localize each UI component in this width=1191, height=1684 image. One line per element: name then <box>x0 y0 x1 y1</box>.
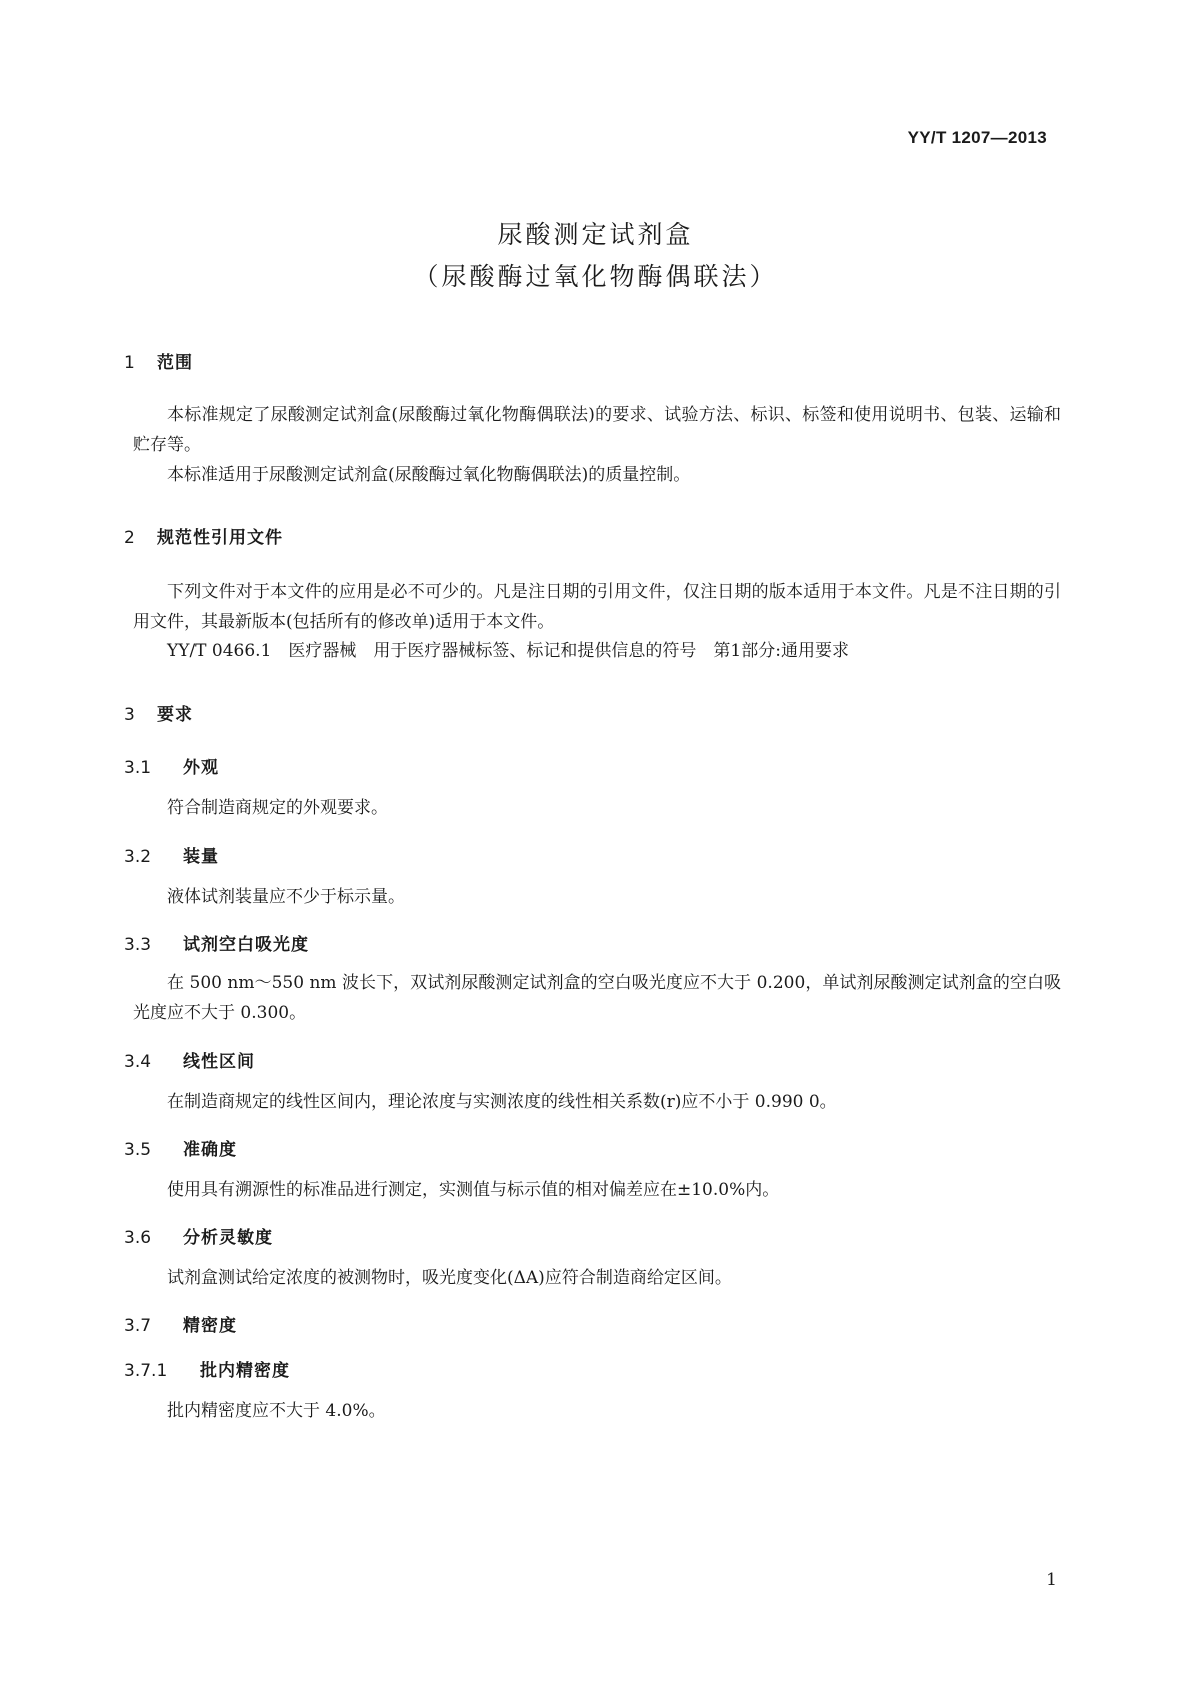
section-title: 线性区间 <box>183 1052 255 1072</box>
section-number: 3.7.1 <box>124 1361 168 1381</box>
section-3-7-1-text: 批内精密度应不大于 4.0%。 <box>167 1401 386 1421</box>
section-3-3-heading <box>124 930 309 955</box>
section-3-7-heading <box>124 1311 237 1336</box>
section-1-heading <box>124 348 193 373</box>
section-number: 3.3 <box>124 935 152 955</box>
section-title: 试剂空白吸光度 <box>183 935 309 955</box>
section-3-5-heading <box>124 1135 237 1160</box>
section-3-2-heading <box>124 842 219 867</box>
standard-code: YY/T 1207—2013 <box>907 128 1047 147</box>
section-number: 3 <box>124 705 135 725</box>
section-number: 3.1 <box>124 758 152 778</box>
section-title: 规范性引用文件 <box>157 528 283 548</box>
section-number: 3.4 <box>124 1052 152 1072</box>
section-3-1-heading <box>124 753 219 778</box>
title-line-1: 尿酸测定试剂盒 <box>497 220 694 249</box>
section-title: 外观 <box>183 758 219 778</box>
section-3-7-1-heading <box>124 1356 290 1381</box>
section-title: 精密度 <box>183 1316 237 1336</box>
section-3-heading <box>124 700 193 725</box>
section-3-1-text: 符合制造商规定的外观要求。 <box>167 798 388 818</box>
section-3-5-text: 使用具有溯源性的标准品进行测定，实测值与标示值的相对偏差应在±10.0%内。 <box>167 1180 780 1200</box>
section-1-paragraph-2: 本标准适用于尿酸测定试剂盒(尿酸酶过氧化物酶偶联法)的质量控制。 <box>167 465 691 485</box>
section-3-6-heading <box>124 1223 273 1248</box>
section-2-paragraph-1: 下列文件对于本文件的应用是必不可少的。凡是注日期的引用文件，仅注日期的版本适用于本文件。凡是不注日期的引用文件，其最新版本(包括所有的修改单)适用于本文件。 <box>133 582 1061 632</box>
section-title: 范围 <box>157 353 193 373</box>
section-3-3-text: 在 500 nm～550 nm 波长下，双试剂尿酸测定试剂盒的空白吸光度应不大于 0.200，单试剂尿酸测定试剂盒的空白吸光度应不大于 0.300。 <box>133 973 1061 1023</box>
section-title: 准确度 <box>183 1140 237 1160</box>
section-number: 3.2 <box>124 847 152 867</box>
section-title: 装量 <box>183 847 219 867</box>
section-3-2-text: 液体试剂装量应不少于标示量。 <box>167 887 405 907</box>
section-number: 2 <box>124 528 135 548</box>
section-2-heading <box>124 523 283 548</box>
title-line-2: （尿酸酶过氧化物酶偶联法） <box>413 262 778 291</box>
section-1-paragraph-1: 本标准规定了尿酸测定试剂盒(尿酸酶过氧化物酶偶联法)的要求、试验方法、标识、标签和使用说明书、包装、运输和贮存等。 <box>133 405 1061 455</box>
section-title: 分析灵敏度 <box>183 1228 273 1248</box>
section-3-6-text: 试剂盒测试给定浓度的被测物时，吸光度变化(ΔA)应符合制造商给定区间。 <box>167 1268 732 1288</box>
normative-reference: YY/T 0466.1 医疗器械 用于医疗器械标签、标记和提供信息的符号 第1部分:通用要求 <box>167 641 849 661</box>
section-number: 3.5 <box>124 1140 152 1160</box>
section-3-4-text: 在制造商规定的线性区间内，理论浓度与实测浓度的线性相关系数(r)应不小于 0.990 0。 <box>167 1092 837 1112</box>
section-title: 批内精密度 <box>200 1361 290 1381</box>
section-number: 3.7 <box>124 1316 152 1336</box>
section-number: 1 <box>124 353 135 373</box>
section-3-4-heading <box>124 1047 255 1072</box>
section-title: 要求 <box>157 705 193 725</box>
section-number: 3.6 <box>124 1228 152 1248</box>
page-number: 1 <box>1046 1570 1057 1590</box>
